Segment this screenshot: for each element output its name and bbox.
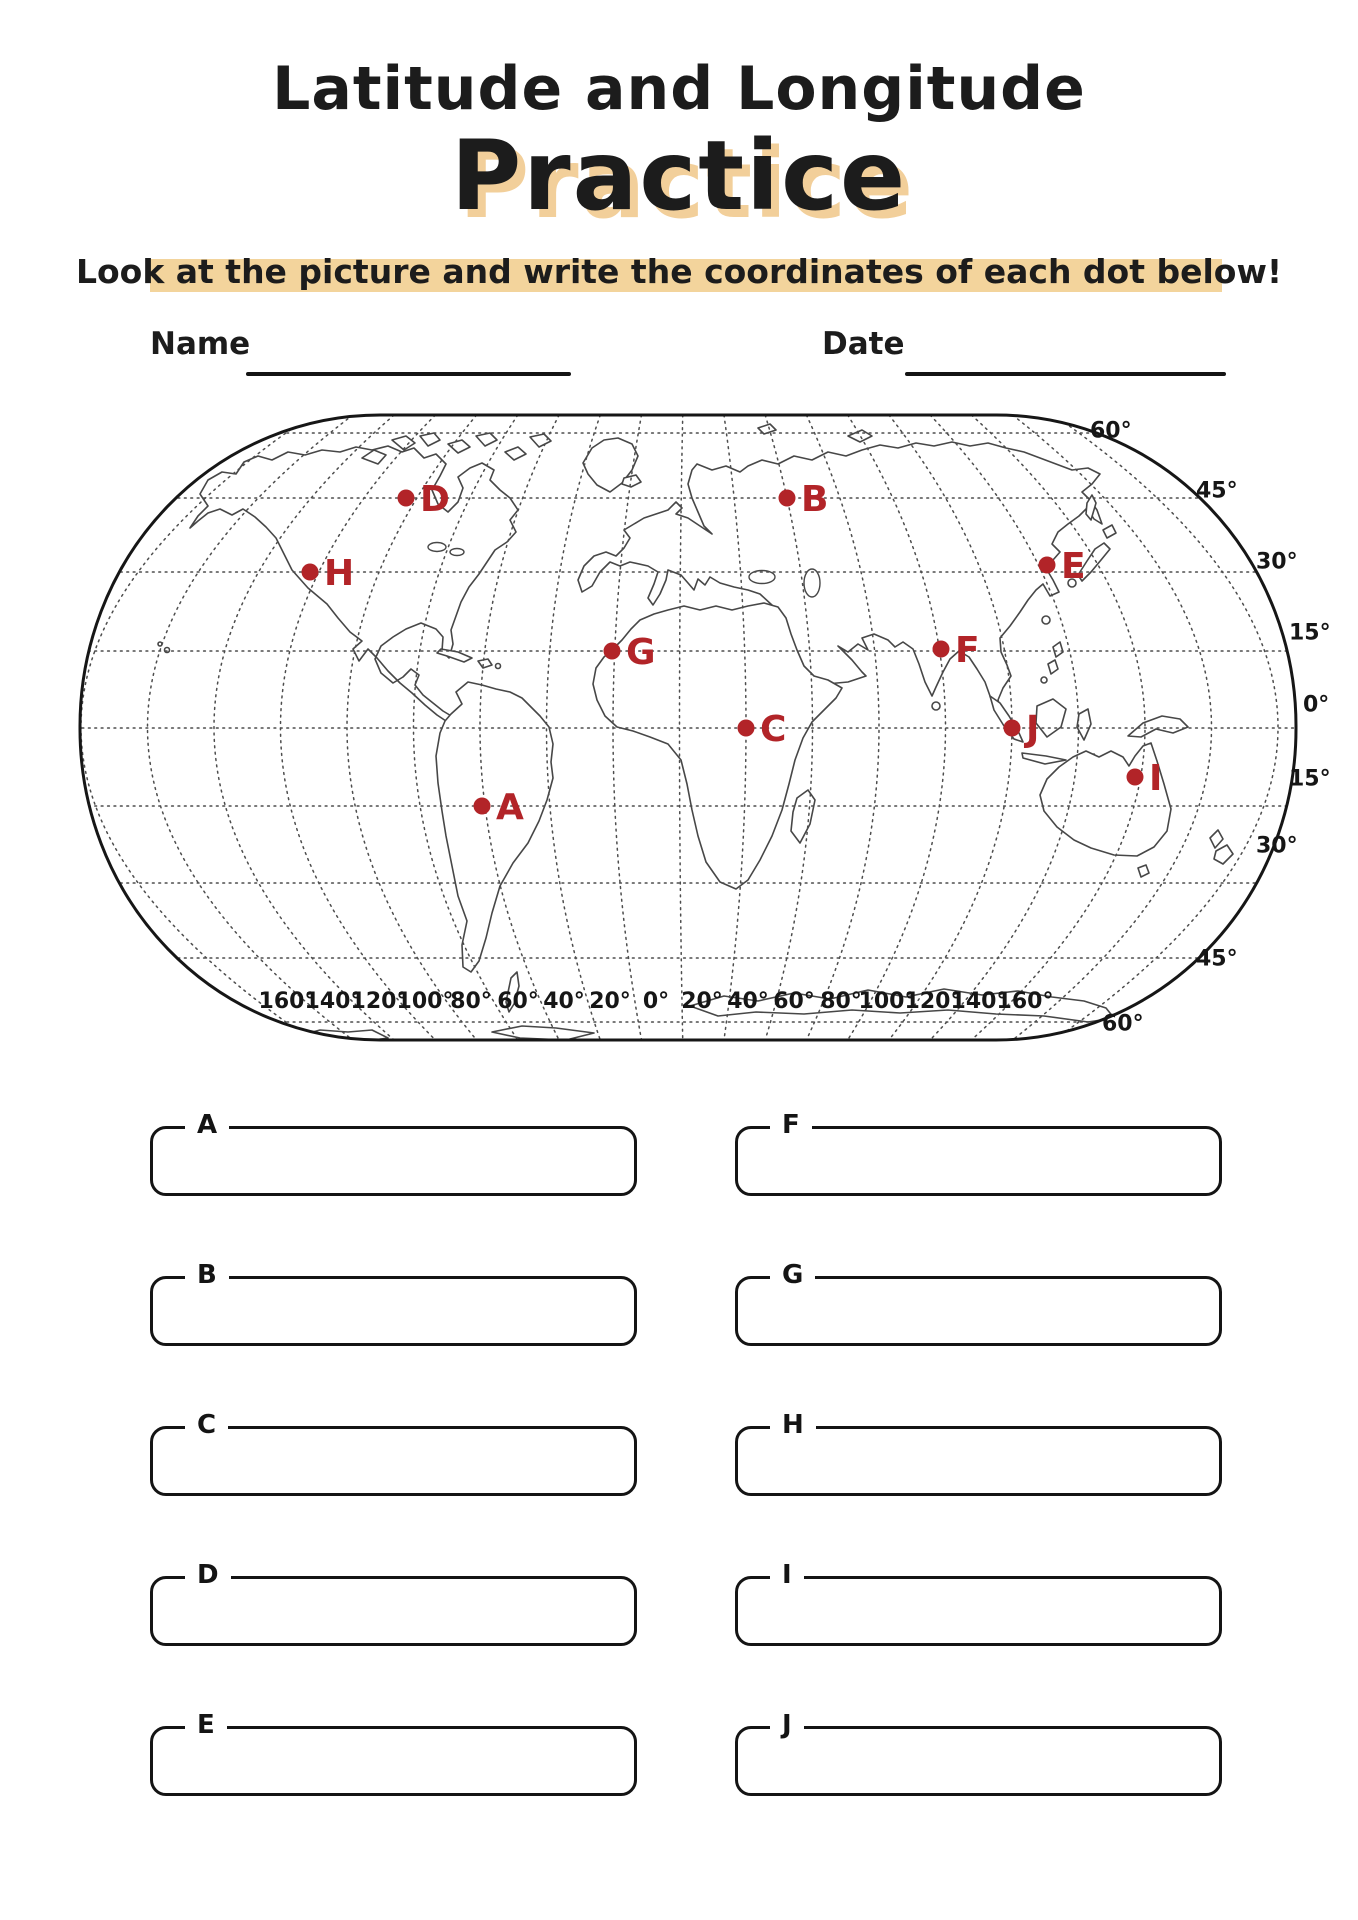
meridian-line bbox=[547, 415, 601, 1040]
answer-box-letter-B: B bbox=[185, 1260, 229, 1290]
longitude-label: 40° bbox=[543, 989, 585, 1014]
answer-box-B[interactable] bbox=[150, 1260, 637, 1346]
map-dot-label-D: D bbox=[420, 479, 450, 520]
answer-box-D[interactable] bbox=[150, 1560, 637, 1646]
answer-box-A[interactable] bbox=[150, 1110, 637, 1196]
latitude-label: 60° bbox=[1090, 418, 1132, 444]
continents-layer bbox=[158, 424, 1233, 1042]
map-dot-label-H: H bbox=[324, 553, 355, 594]
longitude-label: 160° bbox=[258, 989, 316, 1014]
map-dot-label-C: C bbox=[760, 709, 787, 750]
answer-box-C[interactable] bbox=[150, 1410, 637, 1496]
longitude-label: 120° bbox=[350, 989, 408, 1014]
map-dot-F bbox=[933, 641, 950, 658]
answer-box-H[interactable] bbox=[735, 1410, 1222, 1496]
map-dot-C bbox=[738, 720, 755, 737]
map-dot-I bbox=[1127, 769, 1144, 786]
latitude-label: 45° bbox=[1196, 478, 1238, 504]
answer-box-letter-G: G bbox=[770, 1260, 815, 1290]
map-dot-E bbox=[1039, 557, 1056, 574]
answer-box-letter-I: I bbox=[770, 1560, 804, 1590]
map-dot-label-J: J bbox=[1026, 709, 1040, 750]
latitude-label: 30° bbox=[1256, 549, 1298, 575]
answer-box-F[interactable] bbox=[735, 1110, 1222, 1196]
answer-box-letter-J: J bbox=[770, 1710, 804, 1740]
longitude-label: 160° bbox=[996, 989, 1054, 1014]
longitude-label: 60° bbox=[497, 989, 539, 1014]
longitude-label: 0° bbox=[642, 989, 670, 1014]
name-label: Name bbox=[150, 326, 251, 362]
instruction-text: Look at the picture and write the coordinates of each dot below! bbox=[75, 252, 1283, 291]
page-subtitle: Practice bbox=[450, 120, 908, 232]
latitude-label: 0° bbox=[1303, 692, 1330, 718]
longitude-label: 80° bbox=[450, 989, 492, 1014]
map-dot-label-A: A bbox=[496, 787, 524, 828]
longitude-label: 80° bbox=[820, 989, 862, 1014]
answer-box-letter-F: F bbox=[770, 1110, 812, 1140]
date-label: Date bbox=[822, 326, 905, 362]
latitude-label: 45° bbox=[1196, 946, 1238, 972]
page-title: Latitude and Longitude bbox=[272, 54, 1086, 124]
map-dot-label-F: F bbox=[955, 630, 980, 671]
longitude-label: 140° bbox=[304, 989, 362, 1014]
answer-box-letter-E: E bbox=[185, 1710, 227, 1740]
answer-box-letter-D: D bbox=[185, 1560, 231, 1590]
longitude-label: 60° bbox=[773, 989, 815, 1014]
longitude-label: 140° bbox=[950, 989, 1008, 1014]
map-dot-J bbox=[1004, 720, 1021, 737]
map-dot-label-B: B bbox=[801, 479, 829, 520]
map-dot-label-E: E bbox=[1061, 546, 1086, 587]
latitude-label: 60° bbox=[1102, 1011, 1144, 1037]
answer-box-letter-H: H bbox=[770, 1410, 816, 1440]
map-dot-A bbox=[474, 798, 491, 815]
map-dot-D bbox=[398, 490, 415, 507]
answer-column-left bbox=[150, 1110, 637, 1876]
longitude-label: 120° bbox=[904, 989, 962, 1014]
latitude-label: 30° bbox=[1256, 833, 1298, 859]
answer-column-right bbox=[735, 1110, 1222, 1876]
latitude-label: 15° bbox=[1289, 766, 1331, 792]
answer-box-J[interactable] bbox=[735, 1710, 1222, 1796]
map-dot-label-G: G bbox=[626, 632, 656, 673]
map-dot-B bbox=[779, 490, 796, 507]
longitude-label: 100° bbox=[396, 989, 454, 1014]
longitude-label: 40° bbox=[727, 989, 769, 1014]
map-dot-H bbox=[302, 564, 319, 581]
map-dot-G bbox=[604, 643, 621, 660]
answer-box-I[interactable] bbox=[735, 1560, 1222, 1646]
answer-box-G[interactable] bbox=[735, 1260, 1222, 1346]
longitude-label: 20° bbox=[681, 989, 723, 1014]
longitude-label: 100° bbox=[858, 989, 916, 1014]
answer-box-E[interactable] bbox=[150, 1710, 637, 1796]
longitude-label: 20° bbox=[589, 989, 631, 1014]
answer-box-letter-C: C bbox=[185, 1410, 228, 1440]
latitude-label: 15° bbox=[1289, 620, 1331, 646]
answer-box-letter-A: A bbox=[185, 1110, 229, 1140]
map-dot-label-I: I bbox=[1149, 758, 1163, 799]
